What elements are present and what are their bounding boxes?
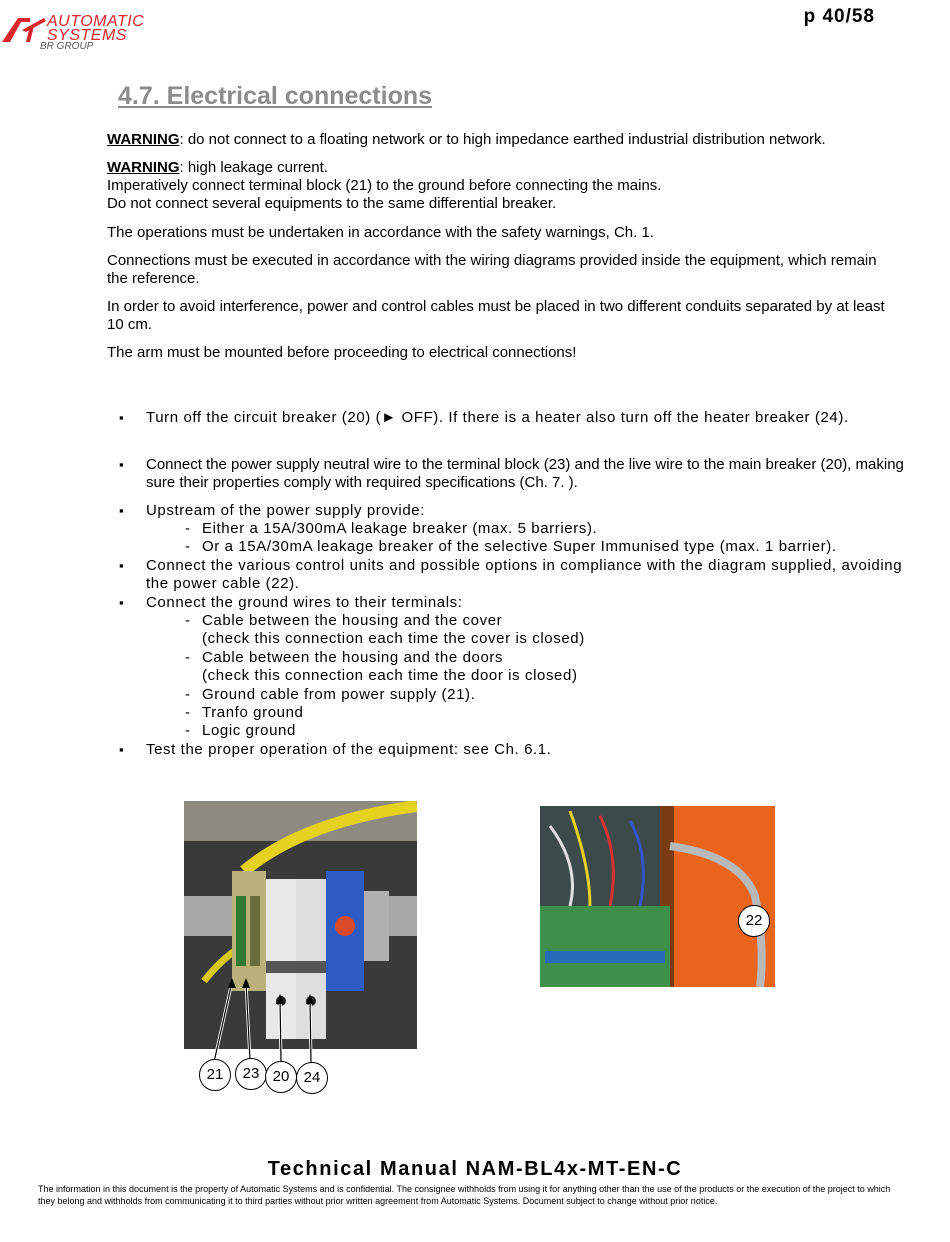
sub-item-note: (check this connection each time the cover is closed) (202, 630, 585, 647)
sub-item-text: Or a 15A/30mA leakage breaker of the selective Super Immunised type (max. 1 barrier). (202, 538, 837, 555)
sub-item-text: Either a 15A/300mA leakage breaker (max. 5 barriers). (202, 520, 598, 537)
sub-item (185, 704, 925, 722)
paragraph-arm: The arm must be mounted before proceeding to electrical connections! (107, 344, 577, 361)
sub-item (185, 722, 925, 740)
logo-text-group: BR GROUP (40, 41, 94, 52)
page-number: p 40/58 (803, 6, 875, 27)
footer-title: Technical Manual NAM-BL4x-MT-EN-C (267, 1158, 683, 1180)
warning-label: WARNING (107, 159, 180, 176)
sub-item (185, 520, 925, 538)
terminal-strip (540, 906, 670, 987)
logo-mark-icon (0, 14, 50, 44)
warning-leakage (107, 159, 897, 213)
sub-item-text: Ground cable from power supply (21). (202, 686, 476, 703)
callout-21: 21 (199, 1059, 231, 1091)
sub-item-text: Cable between the housing and the doors (202, 649, 504, 666)
dash: - (185, 722, 191, 739)
sub-item (185, 686, 925, 704)
photo-cabinet (540, 806, 775, 987)
sub-item (185, 612, 925, 630)
step-control-units: ▪ Connect the various control units and possible options in compliance with the diagram supplied, avoiding the power cable (22). (146, 557, 906, 593)
sub-item (185, 649, 925, 667)
dash: - (185, 649, 191, 666)
sub-item-text: Tranfo ground (202, 704, 304, 721)
dash: - (185, 538, 191, 555)
warning-text: : high leakage current. (179, 159, 328, 176)
paragraph-wiring: Connections must be executed in accordance with the wiring diagrams provided inside the equipment, which remain the reference. (107, 252, 877, 287)
dash: - (185, 686, 191, 703)
logo-text-systems: SYSTEMS (47, 27, 127, 44)
sub-item (185, 538, 925, 556)
step-turn-off: ▪ Turn off the circuit breaker (20) (► OFF). If there is a heater also turn off the heater breaker (24). (146, 409, 906, 427)
step-test: ▪ Test the proper operation of the equipment: see Ch. 6.1. (146, 741, 906, 759)
section-title: 4.7. Electrical connections (118, 82, 433, 110)
paragraph-safety: The operations must be undertaken in accordance with the safety warnings, Ch. 1. (107, 224, 654, 241)
sub-item-note: (check this connection each time the door is closed) (202, 667, 578, 684)
warning-label: WARNING (107, 131, 180, 148)
callout-23: 23 (235, 1058, 267, 1090)
callout-24: 24 (296, 1062, 328, 1094)
callout-22: 22 (738, 905, 770, 937)
step-upstream: ▪ Upstream of the power supply provide: (146, 502, 906, 520)
paragraph-interference: In order to avoid interference, power and control cables must be placed in two different conduits separated by at least 10 cm. (107, 298, 885, 333)
dash: - (185, 520, 191, 537)
sub-item-text: Cable between the housing and the cover (202, 612, 503, 629)
sub-item-text: Logic ground (202, 722, 296, 739)
warning-floating-network (107, 131, 897, 149)
warning-line: Do not connect several equipments to the same differential breaker. (107, 195, 557, 212)
dash: - (185, 612, 191, 629)
dash: - (185, 704, 191, 721)
warning-text: : do not connect to a floating network or to high impedance earthed industrial distribution network. (179, 131, 826, 148)
company-logo (0, 10, 175, 55)
warning-line: Imperatively connect terminal block (21) to the ground before connecting the mains. (107, 177, 662, 194)
logo-text-automatic: AUTOMATIC (47, 13, 145, 30)
step-ground-wires: ▪ Connect the ground wires to their terminals: (146, 594, 906, 612)
step-connect-power: ▪ Connect the power supply neutral wire to the terminal block (23) and the live wire to the main breaker (20), making sure their properties comply with required specifications (Ch. 7. ). (146, 456, 906, 492)
callout-20: 20 (265, 1061, 297, 1093)
footer-confidentiality-note: The information in this document is the property of Automatic Systems and is confidential. The consignee withholds from using it for anything other than the use of the products or the execution of the project to which they belong and withholds from communicating it to third parties without prior written agreement from Automatic Systems. Document subject to change without prior notice. (38, 1184, 891, 1206)
